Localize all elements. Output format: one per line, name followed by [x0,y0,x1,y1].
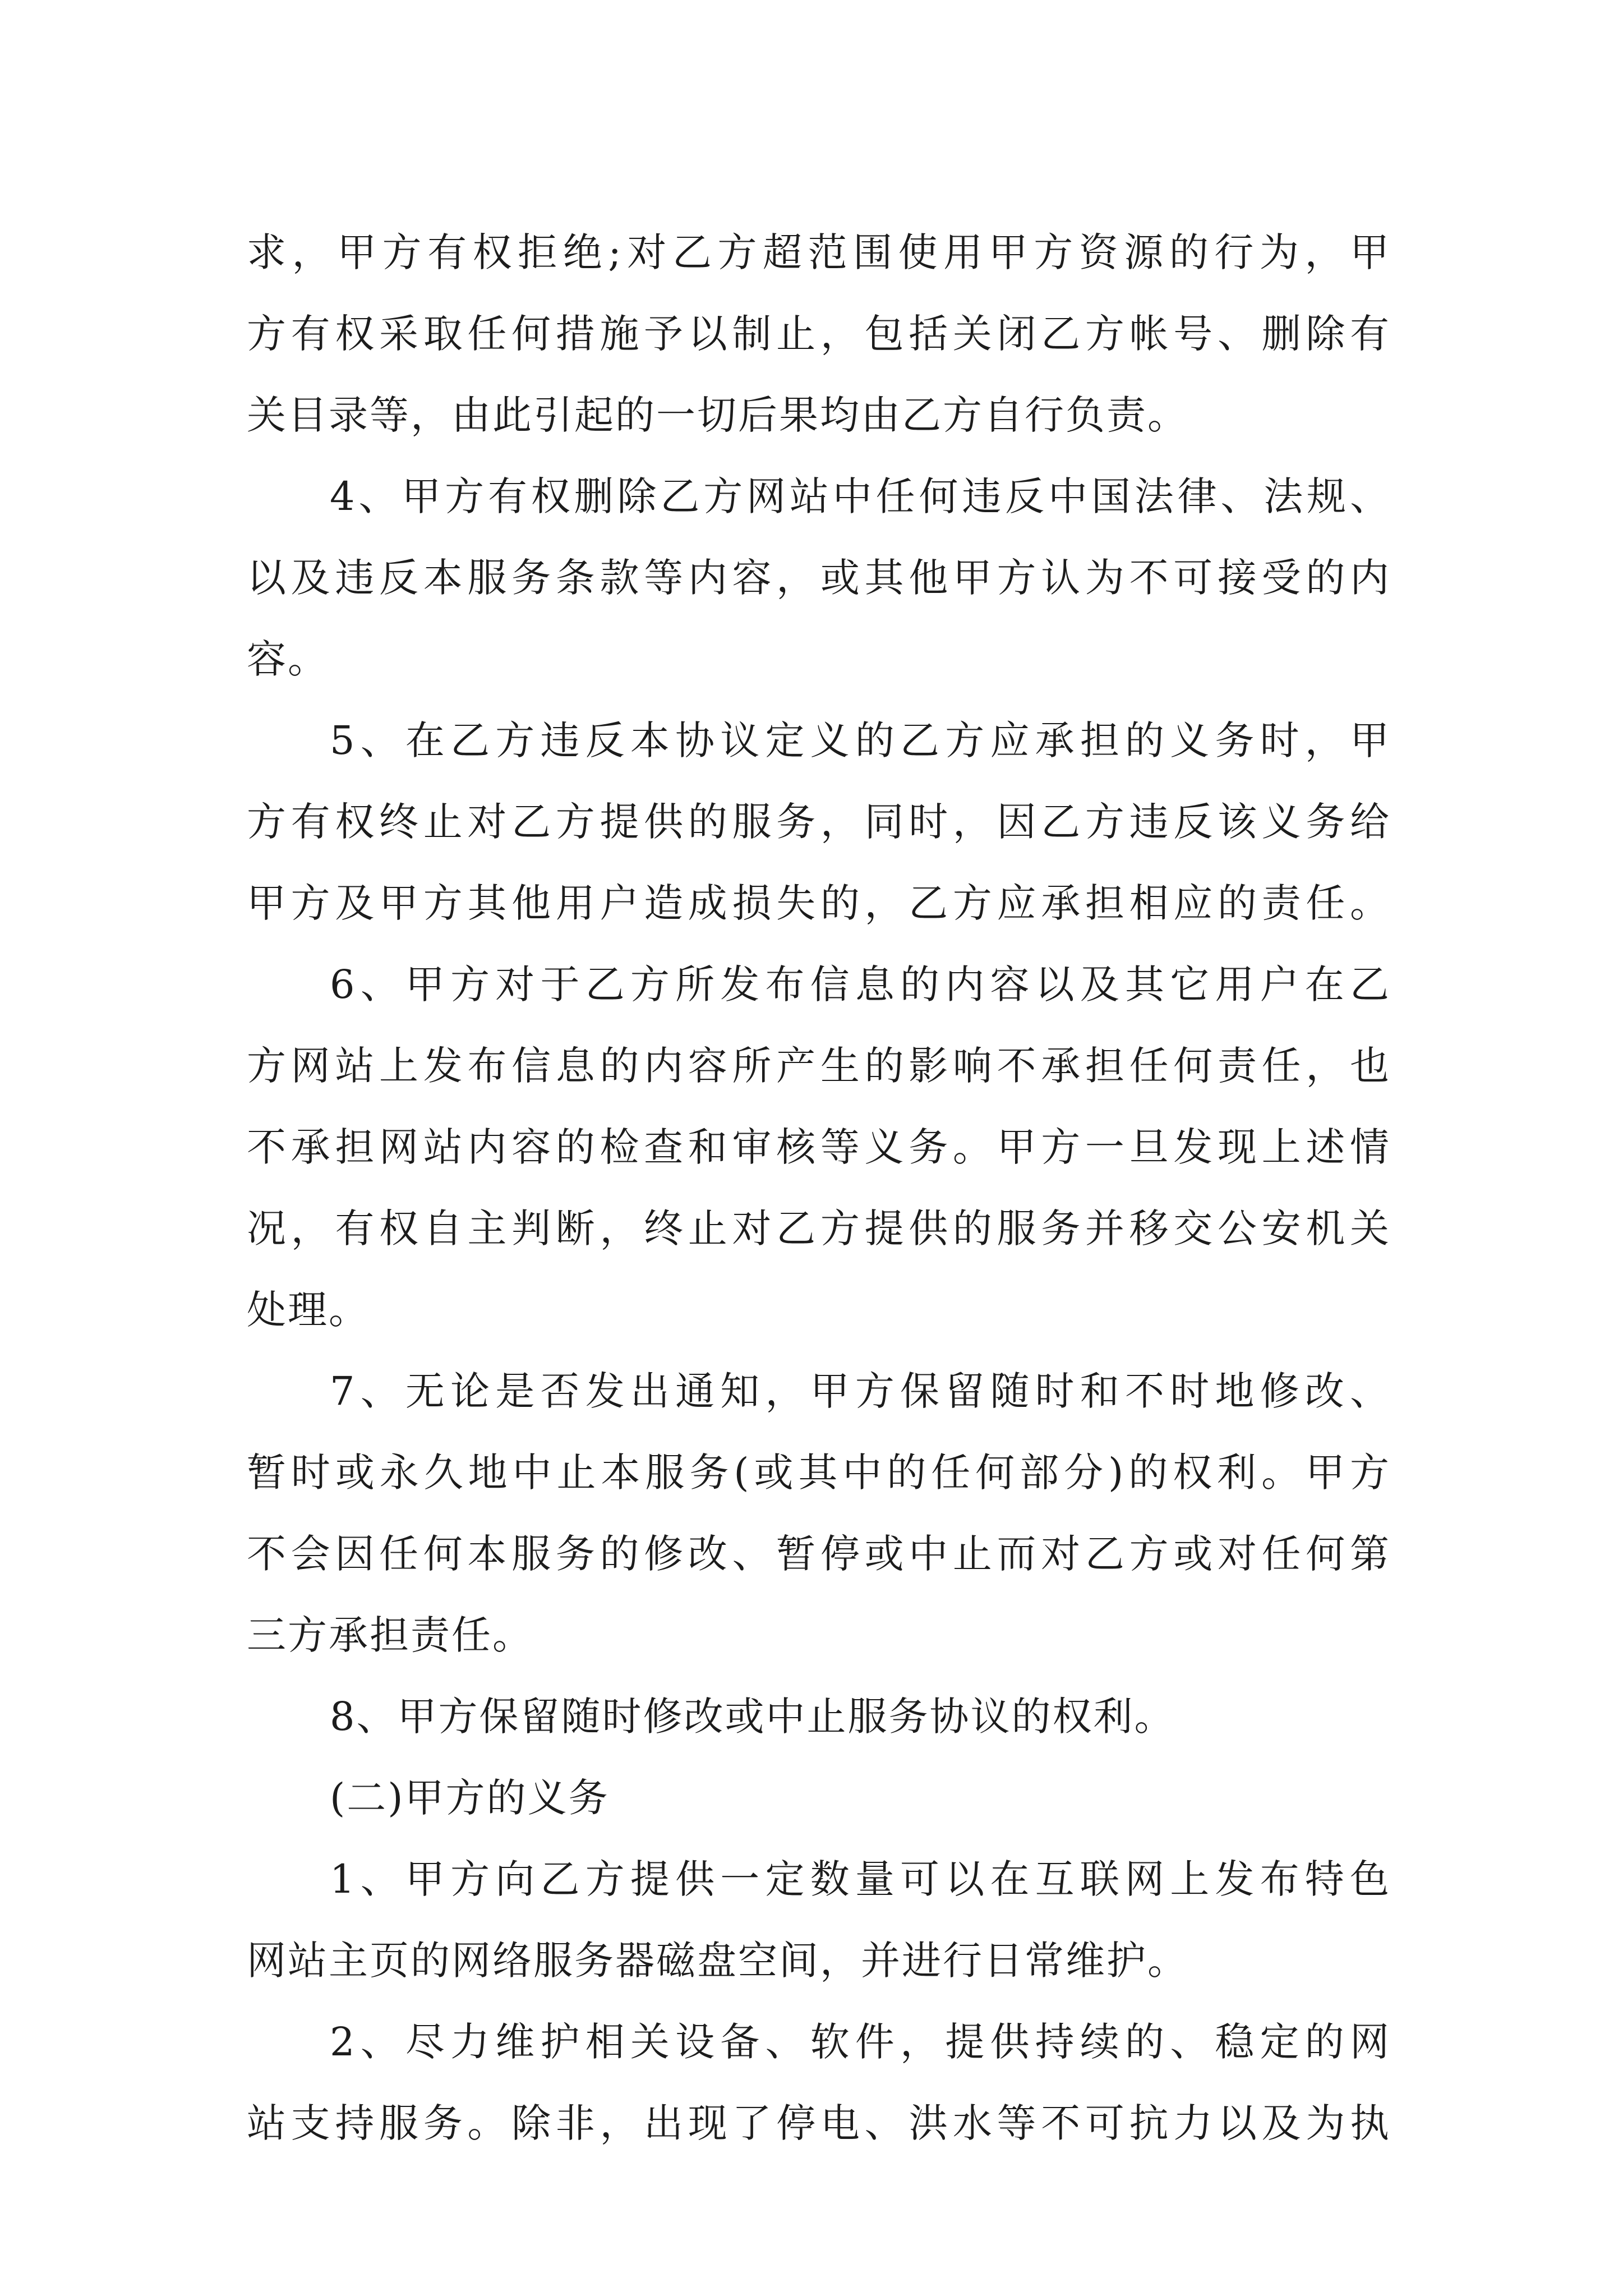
text-line: 网站主页的网络服务器磁盘空间，并进行日常维护。 [247,1938,1188,1984]
text-line: 6、甲方对于乙方所发布信息的内容以及其它用户在乙 [330,961,1391,1007]
text-line: 处理。 [247,1287,370,1333]
text-line: 求，甲方有权拒绝;对乙方超范围使用甲方资源的行为，甲 [247,229,1391,275]
text-line: 1、甲方向乙方提供一定数量可以在互联网上发布特色 [330,1856,1391,1902]
text-line: 方有权终止对乙方提供的服务，同时，因乙方违反该义务给 [247,799,1391,845]
text-line: 以及违反本服务条款等内容，或其他甲方认为不可接受的内 [247,555,1391,601]
text-line: 7、无论是否发出通知，甲方保留随时和不时地修改、 [330,1368,1391,1414]
text-line: 5、在乙方违反本协议定义的乙方应承担的义务时，甲 [330,717,1391,763]
text-line: 方网站上发布信息的内容所产生的影响不承担任何责任，也 [247,1043,1391,1089]
text-line: 4、甲方有权删除乙方网站中任何违反中国法律、法规、 [330,473,1391,519]
text-line: 方有权采取任何措施予以制止，包括关闭乙方帐号、删除有 [247,311,1391,357]
section-heading: (二)甲方的义务 [330,1775,610,1821]
text-line: 况，有权自主判断，终止对乙方提供的服务并移交公安机关 [247,1205,1391,1251]
text-line: 暂时或永久地中止本服务(或其中的任何部分)的权利。甲方 [247,1450,1391,1496]
text-line: 关目录等，由此引起的一切后果均由乙方自行负责。 [247,392,1188,438]
document-body [247,212,1391,2164]
text-line: 甲方及甲方其他用户造成损失的，乙方应承担相应的责任。 [247,880,1391,926]
text-line: 不会因任何本服务的修改、暂停或中止而对乙方或对任何第 [247,1531,1391,1577]
text-line: 2、尽力维护相关设备、软件，提供持续的、稳定的网 [330,2019,1391,2065]
text-line: 站支持服务。除非，出现了停电、洪水等不可抗力以及为执 [247,2100,1391,2146]
text-line: 8、甲方保留随时修改或中止服务协议的权利。 [330,1694,1175,1740]
text-line: 三方承担责任。 [247,1612,533,1658]
text-line: 不承担网站内容的检查和审核等义务。甲方一旦发现上述情 [247,1124,1391,1170]
text-line: 容。 [247,636,329,682]
